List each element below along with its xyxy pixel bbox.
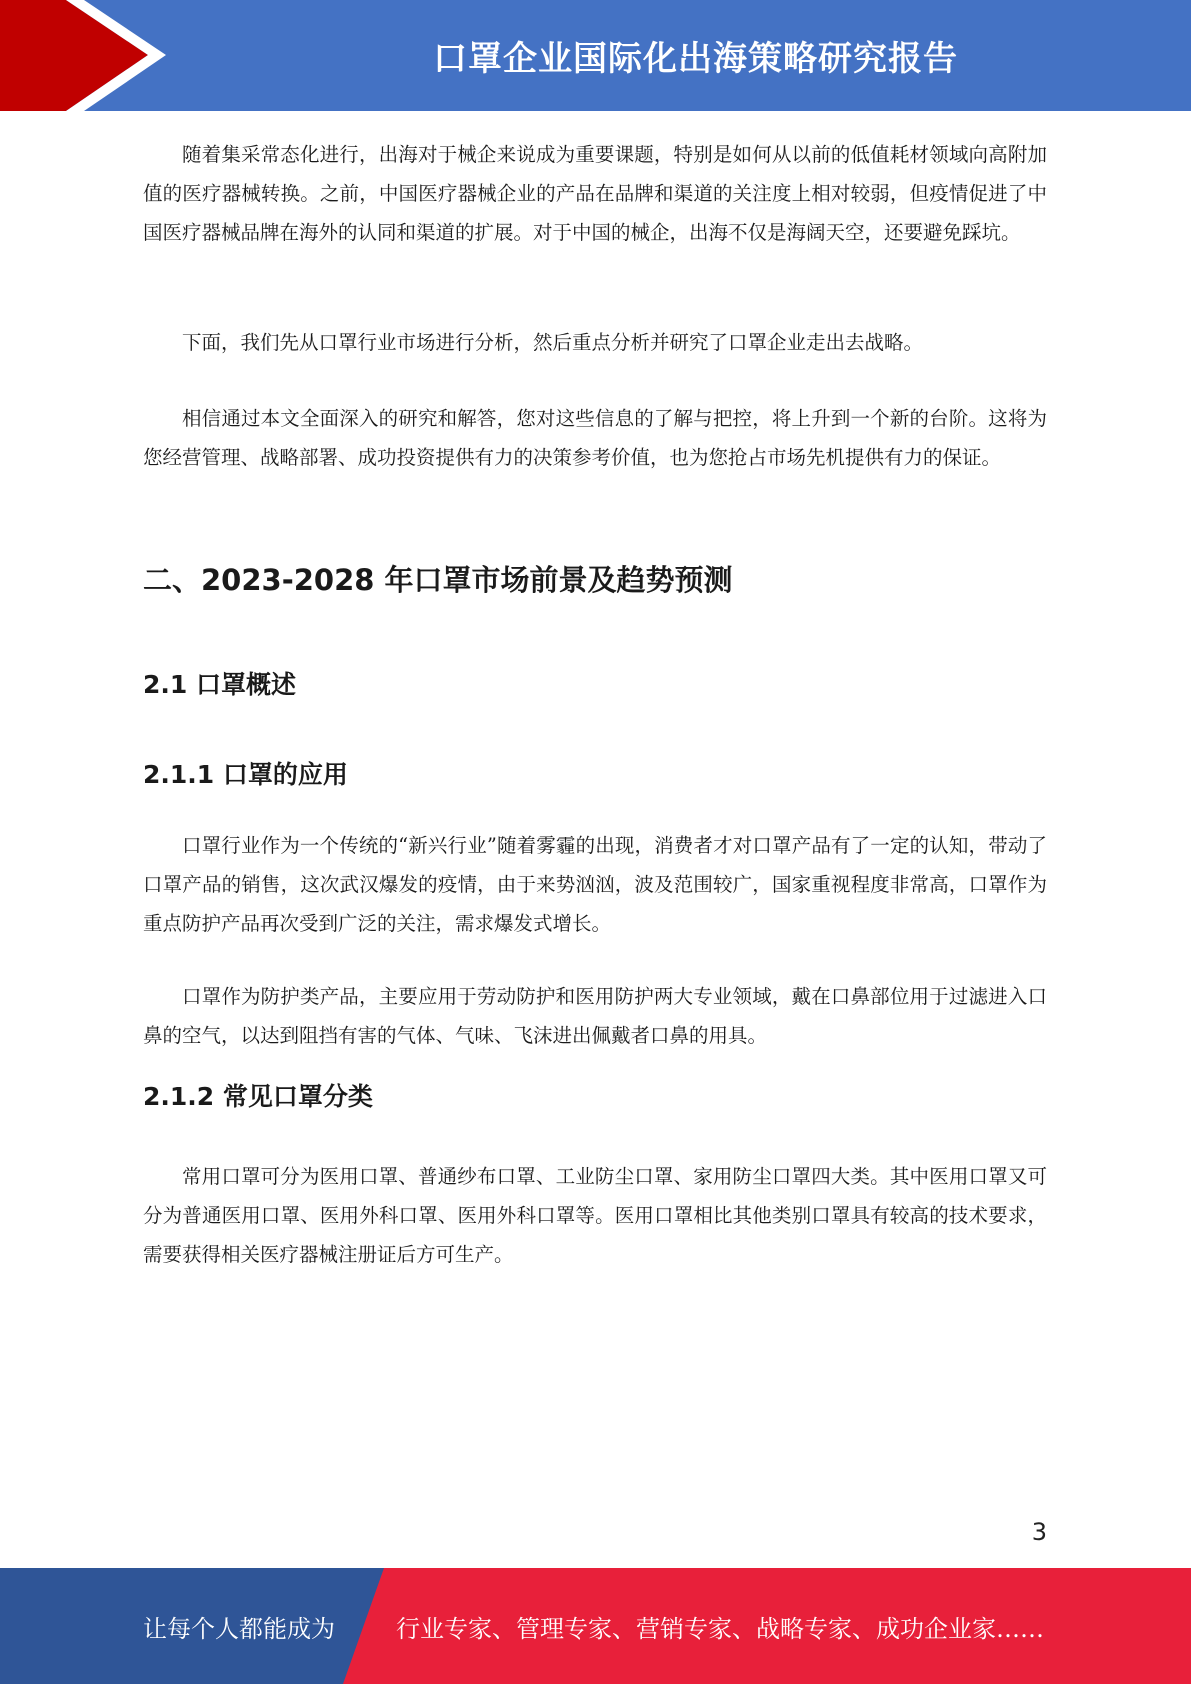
report-title: 口罩企业国际化出海策略研究报告 (433, 39, 958, 79)
page-number: 3 (1031, 1518, 1047, 1546)
sub-211-heading: 2.1.1 口罩的应用 (143, 760, 348, 789)
sub-212-paragraph-1: 常用口罩可分为医用口罩、普通纱布口罩、工业防尘口罩、家用防尘口罩四大类。其中医用口罩又可分为普通医用口罩、医用外科口罩、医用外科口罩等。医用口罩相比其他类别口罩具有较高的技术要求，需要获得相关医疗器械注册证后方可生产。 (143, 1165, 1047, 1266)
intro-paragraph-1: 随着集采常态化进行，出海对于械企来说成为重要课题，特别是如何从以前的低值耗材领域向高附加值的医疗器械转换。之前，中国医疗器械企业的产品在品牌和渠道的关注度上相对较弱，但疫情促进了中国医疗器械品牌在海外的认同和渠道的扩展。对于中国的械企，出海不仅是海阔天空，还要避免踩坑。 (143, 143, 1047, 244)
sub-212-heading: 2.1.2 常见口罩分类 (143, 1082, 373, 1111)
header-arrow-decoration (0, 0, 230, 111)
subsection-heading: 2.1 口罩概述 (143, 670, 296, 699)
intro-paragraph-3: 相信通过本文全面深入的研究和解答，您对这些信息的了解与把控，将上升到一个新的台阶。这将为您经营管理、战略部署、成功投资提供有力的决策参考价值，也为您抢占市场先机提供有力的保证。 (143, 407, 1047, 469)
footer-slogan-left: 让每个人都能成为 (143, 1614, 335, 1643)
sub-211-paragraph-2: 口罩作为防护类产品，主要应用于劳动防护和医用防护两大专业领域，戴在口鼻部位用于过滤进入口鼻的空气，以达到阻挡有害的气体、气味、飞沫进出佩戴者口鼻的用具。 (143, 985, 1047, 1047)
footer-slogan-right: 行业专家、管理专家、营销专家、战略专家、成功企业家…… (396, 1614, 1044, 1643)
section-heading: 二、2023-2028 年口罩市场前景及趋势预测 (143, 563, 733, 597)
header-banner (0, 0, 1191, 111)
sub-211-paragraph-1: 口罩行业作为一个传统的“新兴行业”随着雾霾的出现，消费者才对口罩产品有了一定的认知，带动了口罩产品的销售，这次武汉爆发的疫情，由于来势汹汹，波及范围较广，国家重视程度非常高，口罩作为重点防护产品再次受到广泛的关注，需求爆发式增长。 (143, 834, 1047, 935)
footer-banner (0, 1568, 1191, 1684)
intro-paragraph-2: 下面，我们先从口罩行业市场进行分析，然后重点分析并研究了口罩企业走出去战略。 (182, 331, 924, 354)
